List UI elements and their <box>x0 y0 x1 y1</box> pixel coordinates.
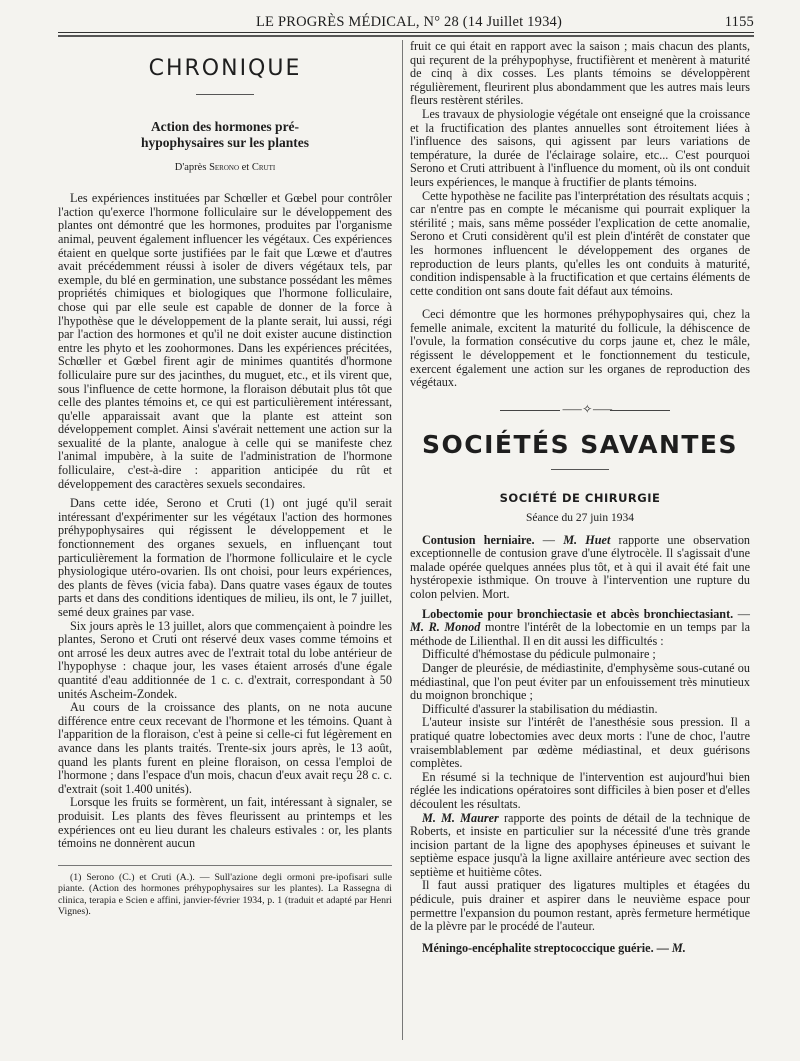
ornament-glyph: ⸺✧⸺ <box>562 401 613 416</box>
running-header <box>58 14 754 34</box>
paragraph: Lorsque les fruits se formèrent, un fait, intéressant à signaler, se produisit. Les plants des fèves fleurissent au printemps et les expériences ont eu lieu durant les chaleurs estivales : or, les plants témoins ne donnèrent aucun <box>58 795 392 851</box>
ornament-line-left <box>500 410 560 411</box>
entry-text: rapporte une observation exceptionnelle de contusion grave d'une élytrocèle. Il s'agissait d'une malade opérée quelques années plus tôt, et à qui il avait été fait une hystéropexie isthmique. On trouve à l'intervention une rupture du colon pelvien. Mort. <box>410 532 751 601</box>
paragraph: L'auteur insiste sur l'intérêt de l'anesthésie sous pression. Il a pratiqué quatre lobectomies avec deux morts : l'une de choc, l'autre vraisemblablement par œdème médiastinal, et deux guérisons complètes. <box>410 715 750 771</box>
footnote <box>58 872 392 918</box>
paragraph: Six jours après le 13 juillet, alors que commençaient à poindre les plantes, Serono et Cruti ont réservé deux vases comme témoins et ont arrosé les deux autres avec de l'extrait total du lobe antérieur de l'hypophyse : chaque jour, les vases étaient arrosés d'une égale quantité d'eau additionnée de 1 c. c. d'extrait, correspondant à 50 unités Ascheim-Zondek. <box>58 618 392 701</box>
paragraph: Ceci démontre que les hormones préhypophysaires qui, chez la femelle animale, excitent la maturité du follicule, la déhiscence de l'ovule, la formation consécutive du corps jaune et, chez le mâle, régissent le développement et le fonctionnement du testicule, exercent également une action sur les organes de reproduction des végétaux. <box>410 307 750 390</box>
society-name: SOCIÉTÉ DE CHIRURGIE <box>499 491 661 506</box>
section-title-chronique: CHRONIQUE <box>148 56 302 81</box>
list-item: Danger de pleurésie, de médiastinite, d'emphysème sous-cutané ou médiastinal, que l'on peut éviter par un enfouissement très minutieux du moignon bronchique ; <box>410 660 750 703</box>
entry-author: — M. <box>656 940 686 955</box>
entry-contusion: Contusion herniaire. — M. Huet rapporte une observation exceptionnelle de contusion grave d'une élytrocèle. Il s'agissait d'une malade opérée quelques années plus tôt, et à qui il avait été fait une hystéropexie isthmique. On trouve à l'intervention une rupture du colon pelvien. Mort. <box>410 532 751 601</box>
entry-meningo <box>410 942 750 956</box>
paragraph: Il faut aussi pratiquer des ligatures multiples et étagées du pédicule, puis drainer et aspirer dans le neuvième espace pour permettre l'expansion du poumon restant, après fermeture hermétique de la plèvre par le procédé de l'auteur. <box>410 878 750 934</box>
ornament-line-right <box>610 410 670 411</box>
byline-prefix: D'après <box>174 161 207 173</box>
section-title-societes: SOCIÉTÉS SAVANTES <box>421 429 739 459</box>
section-ornament <box>410 402 750 420</box>
byline-author-1: Serono <box>209 161 240 173</box>
paragraph: Cette hypothèse ne facilite pas l'interprétation des résultats acquis ; car n'entre pas en compte le mécanisme qui pourrait expliquer la stérilité ; mais, sans même posséder l'explication de cette anomalie, Serono et Cruti considèrent qu'il est plein d'intérêt de constater que les hormones influencent le développement des organes de reproduction de leurs plants, qu'elles les ont conduits à maturité, condition indispensable à la fructification et que certains éléments de cette condition ont sans doute fait défaut aux témoins. <box>410 188 750 298</box>
journal-title: LE PROGRÈS MÉDICAL, N° 28 (14 Juillet 1934) <box>256 14 563 30</box>
footnote-text: (1) Serono (C.) et Cruti (A.). — Sull'azione degli ormoni pre-ipofisari sulle piante. (Action des hormones préhypophysaires sur les plantes). La Rassegna di clinica, terapia e Scien e affini, janvier-février 1934, p. 1 (traduit et adapté par Henri Vignes). <box>58 871 392 918</box>
column-separator <box>402 40 403 1040</box>
paragraph: Les expériences instituées par Schœller et Gœbel pour contrôler l'action qu'exerce l'hormone folliculaire sur le développement des plantes ont démontré que les hormones, produites par l'organisme animal, peuvent également influencer les végétaux. Ces expériences étaient en quelque sorte justifiées par le fait que Lœwe et d'autres avait précédemment réussi à isoler de divers végétaux tels, par exemple, du blé en germination, une substance possédant les mêmes propriétés chimiques et biologiques que l'hormone folliculaire, chose qui par elle seule est capable de donner de la force à l'hypothèse que le développement de la plante serait, lui aussi, régi par l'action des hormones et qu'il ne doit exister aucune distinction entre les phyto et les zoohormones. Dans les expériences précitées, Schœller et Gœbel firent agir de minimes quantités d'hormone folliculaire pure sur des jacinthes, du muguet, etc., et ils virent que, sous l'influence de cette hormone, la floraison débutait plus tôt que celle des plantes témoins et, ce qui est particulièrement intéressant, qu'elle apparaissait avant que la plante est atteint son développement complet. Ainsi s'avérait nettement une action sur la sexualité de la plante, analogue à celle qui se manifeste chez l'animal impubère, à la suite de l'administration de l'hormone folliculaire, c'est-à-dire : apparition anticipée du rût et développement des caractères sexuels secondaires. <box>58 191 392 491</box>
entry-text: montre l'intérêt de la lobectomie en un temps par la méthode de Lilienthal. Il en dit aussi les difficultés : <box>410 620 750 648</box>
byline-author-2: Cruti <box>251 161 276 173</box>
paragraph: Les travaux de physiologie végétale ont enseigné que la croissance et la fructification des plantes annuelles sont étroitement liées à l'influence des saisons, qui agissent par leurs variations de température, la durée de l'éclairage solaire, etc... C'est pourquoi Serono et Cruti attribuent à l'influence du moment, où ils ont conduit leurs expériences, le manque à fructifier de plants témoins. <box>410 106 750 189</box>
paragraph: En résumé si la technique de l'intervention est aujourd'hui bien réglée les indications opératoires sont difficiles à bien poser et d'elles découlent les résultats. <box>410 769 750 811</box>
entry-author: M. R. Monod <box>410 620 481 635</box>
entry-text: rapporte des points de détail de la technique de Roberts, et insiste en particulier sur la nécessité d'une très grande incision partant de la ligne des apophyses épineuses et suivant le septième espace jusqu'à la ligne axillaire antérieure avec section des septième et huitième côtes. <box>410 810 750 879</box>
session-date: Séance du 27 juin 1934 <box>526 512 634 525</box>
header-rule-thick <box>58 35 754 37</box>
entry-maurer <box>410 812 750 880</box>
entry-heading: Lobectomie pour bronchiectasie et abcès bronchiectasiant. <box>422 606 734 621</box>
paragraph: fruit ce qui était en rapport avec la saison ; mais chacun des plants, qui reçurent de la préhypophyse, fructifièrent et menèrent à maturité de cinq à dix cosses. Les plants témoins se développèrent régulièrement, fleurirent plus abondamment que les autres mais leurs fleurs restèrent stériles. <box>410 39 750 108</box>
list-item: Difficulté d'hémostase du pédicule pulmonaire ; <box>422 647 656 662</box>
byline-and: et <box>241 161 250 173</box>
left-column <box>58 40 392 918</box>
page-number: 1155 <box>724 14 754 30</box>
paragraph: Au cours de la croissance des plants, on ne nota aucune différence entre ceux recevant de l'hormone et les témoins. Quant à l'apparition de la floraison, c'est à peine si celle-ci fut légèrement en avance dans les plants traités. Trente-six jours après, le 13 août, quand les plants furent en pleine floraison, on cessa l'emploi de l'hormone ; dans l'espace d'un mois, chacun d'eux avait reçu 28 c. c. d'extrait (soit 1.400 unités). <box>58 700 392 796</box>
entry-lobectomie: Lobectomie pour bronchiectasie et abcès bronchiectasiant. — M. R. Monod montre l'intérêt de la lobectomie en un temps par la méthode de Lilienthal. Il en dit aussi les difficultés : <box>410 606 750 648</box>
article-byline <box>58 161 392 175</box>
header-rule <box>58 32 754 33</box>
entry-heading: Méningo-encéphalite streptococcique guérie. <box>422 940 654 955</box>
entry-author: M. Huet <box>563 532 611 547</box>
article-title: Action des hormones pré-hypophysaires sur les plantes <box>141 118 309 150</box>
list-item: Difficulté d'assurer la stabilisation du médiastin. <box>422 701 658 716</box>
entry-heading: Contusion herniaire. <box>422 532 535 547</box>
entry-author: M. M. Maurer <box>422 810 499 825</box>
right-column <box>410 40 750 955</box>
paragraph: Dans cette idée, Serono et Cruti (1) ont jugé qu'il serait intéressant d'expérimenter sur les végétaux l'action des hormones préhypophysaires qui régissent le développement et le fonctionnement des organes sexuels, en influençant tout particulièrement la formation de l'hormone folliculaire et le cycle physiologique utéro-ovarien. Ils ont choisi, pour leurs expériences, des plants de fèves (vicia faba). Dans quatre vases égaux de toutes parts et dans des conditions identiques de milieu, ils ont, le 7 juillet, semé deux graines par vase. <box>58 496 392 619</box>
